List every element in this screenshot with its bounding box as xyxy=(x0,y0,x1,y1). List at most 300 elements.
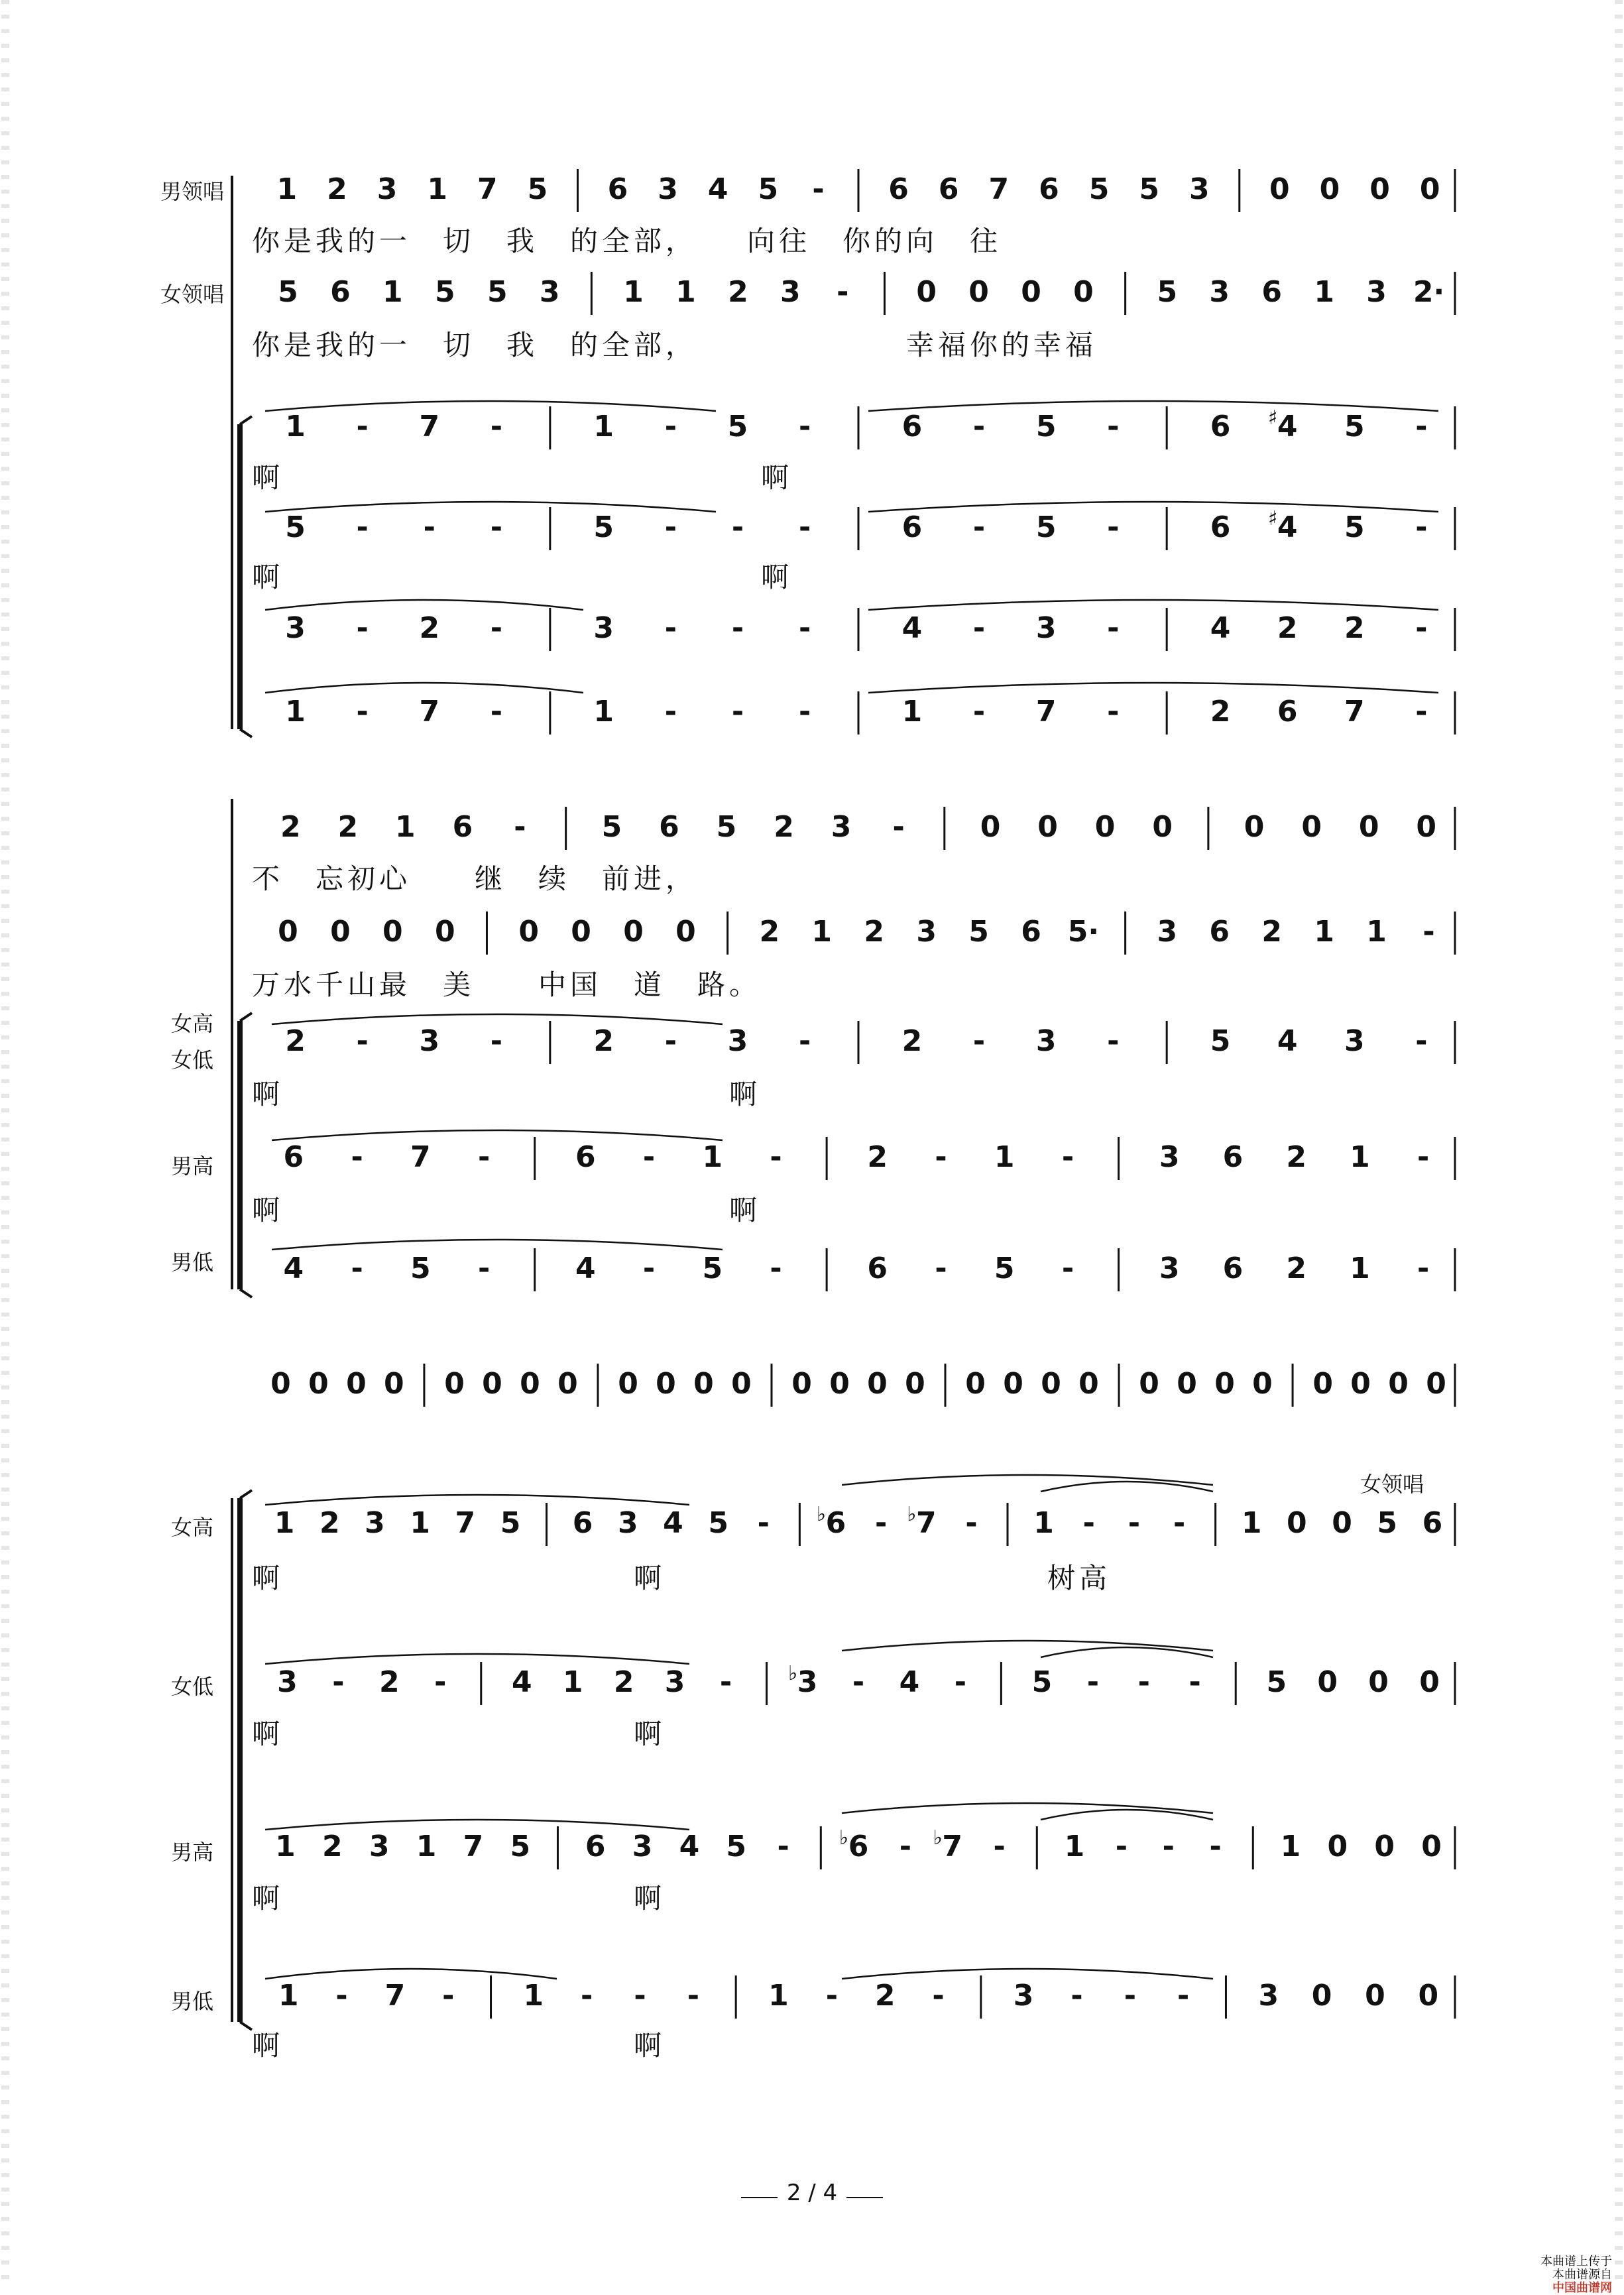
note: 0 xyxy=(1177,1367,1197,1401)
dash: - xyxy=(356,1024,369,1058)
note: 5 xyxy=(1344,510,1365,544)
slur xyxy=(868,600,1438,610)
dash: - xyxy=(581,1979,593,2013)
dash: - xyxy=(993,1830,1006,1863)
note: 5 xyxy=(727,410,748,443)
note: 1 xyxy=(593,695,614,729)
choir-bracket-cap xyxy=(240,729,252,737)
choir-bracket-cap xyxy=(240,1289,252,1297)
note: 1 xyxy=(523,1979,544,2013)
note: 7 xyxy=(463,1830,484,1863)
dash: - xyxy=(731,611,744,645)
note: 5 xyxy=(726,1830,747,1863)
note: 0 xyxy=(1319,172,1340,206)
note: 6 xyxy=(901,510,923,544)
slur xyxy=(265,600,583,610)
note: 0 xyxy=(520,1367,540,1401)
note: 0 xyxy=(1139,1367,1159,1401)
note: 2 xyxy=(285,1024,306,1058)
note: 4 xyxy=(663,1506,683,1540)
note: 6 xyxy=(1261,275,1282,309)
note: 6 xyxy=(283,1140,304,1174)
note: 2 xyxy=(867,1140,888,1174)
dash: - xyxy=(664,410,677,443)
note: 3 xyxy=(797,1665,818,1699)
dash: - xyxy=(1137,1665,1150,1699)
dash: - xyxy=(477,1252,491,1285)
note: 1 xyxy=(278,1979,299,2013)
lyric-line: 啊 啊 xyxy=(252,1882,666,1914)
dash: - xyxy=(972,410,986,443)
note: 0 xyxy=(270,1367,291,1401)
dash: - xyxy=(351,1252,363,1285)
dash: - xyxy=(1061,1252,1074,1285)
voice-label: 男高 xyxy=(170,1840,214,1865)
note: 0 xyxy=(346,1367,367,1401)
dash: - xyxy=(1107,695,1120,729)
note: 0 xyxy=(571,915,591,949)
choir-bracket-cap xyxy=(240,2022,252,2030)
note: 0 xyxy=(1418,1979,1439,2013)
note: 0 xyxy=(518,915,539,949)
note: 1 xyxy=(416,1830,437,1863)
note: 5 xyxy=(487,275,508,309)
note: 0 xyxy=(1419,172,1440,206)
dash: - xyxy=(874,1506,888,1540)
note: 4 xyxy=(1277,510,1298,544)
note: 0 xyxy=(1214,1367,1235,1401)
note: 5 xyxy=(1344,410,1365,443)
note: 4 xyxy=(1277,410,1298,443)
choir-bracket-cap xyxy=(240,1490,252,1498)
choir-bracket-cap xyxy=(240,1013,252,1021)
dash: - xyxy=(434,1665,447,1699)
voice-label: 女高 xyxy=(170,1515,214,1540)
note: 6 xyxy=(848,1830,869,1863)
dash: - xyxy=(1107,510,1120,544)
dash: - xyxy=(356,410,369,443)
dash: - xyxy=(514,810,526,844)
note: 6 xyxy=(330,275,351,309)
note: 1 xyxy=(994,1140,1015,1174)
note: 5 xyxy=(702,1252,723,1285)
note: 3 xyxy=(1366,275,1387,309)
dash: - xyxy=(1209,1830,1222,1863)
dash: - xyxy=(351,1140,363,1174)
note: 0 xyxy=(1332,1506,1352,1540)
note: 6 xyxy=(888,172,909,206)
note: 0 xyxy=(1078,1367,1099,1401)
note: 5 xyxy=(510,1830,531,1863)
note: 6 xyxy=(1210,510,1231,544)
dash: - xyxy=(1128,1506,1141,1540)
dash: - xyxy=(356,695,369,729)
note: 5 xyxy=(758,172,779,206)
accidental: ♭ xyxy=(816,1503,826,1526)
dash: - xyxy=(1173,1506,1186,1540)
note: 3 xyxy=(277,1665,298,1699)
dash: - xyxy=(490,510,503,544)
dash: - xyxy=(825,1979,838,2013)
accidental: ♯ xyxy=(1267,507,1278,530)
note: 3 xyxy=(617,1506,638,1540)
note: 7 xyxy=(455,1506,476,1540)
note: 2 xyxy=(419,611,440,645)
dash: - xyxy=(731,510,744,544)
note: 5 xyxy=(593,510,614,544)
note: 0 xyxy=(278,915,298,949)
note: 0 xyxy=(1244,810,1265,844)
dash: - xyxy=(1417,1140,1430,1174)
note: 0 xyxy=(1426,1367,1446,1401)
note: 2 xyxy=(319,1506,340,1540)
note: 1 xyxy=(275,1830,296,1863)
note: 1 xyxy=(276,172,298,206)
footer-credit xyxy=(1540,2255,1612,2294)
note: 6 xyxy=(901,410,923,443)
dash: - xyxy=(1415,1024,1428,1058)
voice-label: 女领唱 xyxy=(1360,1472,1424,1497)
note: 0 xyxy=(916,275,937,309)
note: 7 xyxy=(419,410,440,443)
note: 0 xyxy=(330,915,351,949)
dash: - xyxy=(687,1979,700,2013)
dash: - xyxy=(719,1665,732,1699)
dash: - xyxy=(892,810,905,844)
note: 4 xyxy=(511,1665,532,1699)
note: 6 xyxy=(659,810,679,844)
note: 2 xyxy=(774,810,794,844)
note: 0 xyxy=(382,915,403,949)
dash: - xyxy=(335,1979,348,2013)
note: 5 xyxy=(1031,1665,1053,1699)
note: 0 xyxy=(1327,1830,1348,1863)
note: 3 xyxy=(377,172,398,206)
note: 1 xyxy=(702,1140,723,1174)
note: 0 xyxy=(867,1367,888,1401)
note: 2 xyxy=(1277,611,1298,645)
dash: - xyxy=(356,510,369,544)
note: 2 xyxy=(1210,695,1231,729)
note: 1 xyxy=(382,275,403,309)
note: 7 xyxy=(410,1140,431,1174)
note: 3 xyxy=(1344,1024,1365,1058)
accidental: ♭ xyxy=(933,1826,943,1850)
note: 5 xyxy=(1139,172,1159,206)
note: 3 xyxy=(831,810,852,844)
note: 7 xyxy=(419,695,440,729)
dash: - xyxy=(852,1665,865,1699)
footer-line-3: 中国曲谱网 xyxy=(1552,2280,1612,2295)
voice-label: 男低 xyxy=(170,1989,214,2014)
note: 3 xyxy=(1035,611,1057,645)
dash: - xyxy=(1107,410,1120,443)
note: 3 xyxy=(539,275,560,309)
note: 2 xyxy=(1344,611,1365,645)
note: 0 xyxy=(1003,1367,1023,1401)
note: 6 xyxy=(1210,410,1231,443)
dash: - xyxy=(477,1140,491,1174)
note: 2 xyxy=(901,1024,923,1058)
note: 1 xyxy=(675,275,696,309)
note: 7 xyxy=(477,172,498,206)
note: 0 xyxy=(623,915,644,949)
note: 5 xyxy=(1377,1506,1398,1540)
note: 0 xyxy=(308,1367,329,1401)
note: 0 xyxy=(557,1367,578,1401)
note: 3 xyxy=(664,1665,685,1699)
note: 6 xyxy=(1021,915,1041,949)
dash: - xyxy=(490,1024,503,1058)
note: 0 xyxy=(1317,1665,1338,1699)
note: 0 xyxy=(1365,1979,1385,2013)
lyric-line: 啊 啊 xyxy=(252,1194,762,1226)
note: 1 xyxy=(395,810,416,844)
dash: - xyxy=(664,1024,677,1058)
note: 4 xyxy=(901,611,923,645)
dash: - xyxy=(798,1024,811,1058)
note: 6 xyxy=(452,810,473,844)
note: 0 xyxy=(1421,1830,1442,1863)
note: 3 xyxy=(1035,1024,1057,1058)
dash: - xyxy=(442,1979,455,2013)
note: 3 xyxy=(365,1506,385,1540)
note: 6 xyxy=(1222,1140,1244,1174)
note: 2 xyxy=(1286,1140,1306,1174)
footer-line-2: 本曲谱源自 xyxy=(1552,2267,1612,2282)
slur xyxy=(272,1130,723,1140)
voice-label: 男领唱 xyxy=(160,179,225,204)
note: 0 xyxy=(980,810,1001,844)
note: 1 xyxy=(562,1665,583,1699)
note: 0 xyxy=(384,1367,404,1401)
note: 4 xyxy=(679,1830,700,1863)
page-number xyxy=(0,2180,1624,2206)
lyric-line: 啊 啊 xyxy=(252,1718,666,1750)
dash: - xyxy=(664,510,677,544)
note: 0 xyxy=(693,1367,714,1401)
dash: - xyxy=(757,1506,770,1540)
note: 1 xyxy=(410,1506,430,1540)
dash: - xyxy=(1415,410,1428,443)
note: 2 xyxy=(1261,915,1282,949)
note: 5 xyxy=(716,810,737,844)
dash: - xyxy=(899,1830,911,1863)
note: 4 xyxy=(283,1252,304,1285)
note: 1 xyxy=(285,695,306,729)
note: 5 xyxy=(1210,1024,1231,1058)
note: 1 xyxy=(1064,1830,1085,1863)
note: 3 xyxy=(1189,172,1210,206)
note: 0 xyxy=(1021,275,1041,309)
note: 7 xyxy=(384,1979,406,2013)
accidental: ♭ xyxy=(839,1826,849,1850)
note: 2 xyxy=(378,1665,400,1699)
note: 5 xyxy=(968,915,989,949)
accidental: ♭ xyxy=(907,1503,917,1526)
note: 0 xyxy=(618,1367,638,1401)
page-number-text: 2 / 4 xyxy=(786,2180,838,2206)
note: 7 xyxy=(1035,695,1057,729)
dash: - xyxy=(664,611,677,645)
dash: - xyxy=(770,1252,782,1285)
note: 5 xyxy=(1266,1665,1287,1699)
dash: - xyxy=(642,1252,656,1285)
note: 0 xyxy=(1252,1367,1273,1401)
dash: - xyxy=(1107,611,1120,645)
dash: - xyxy=(634,1979,646,2013)
note: 6 xyxy=(607,172,628,206)
accidental: ♭ xyxy=(787,1662,798,1685)
dash: - xyxy=(770,1140,782,1174)
voice-label: 女高 xyxy=(170,1011,214,1036)
note: 0 xyxy=(482,1367,502,1401)
note: 2· xyxy=(1413,275,1445,309)
note: 1 xyxy=(1350,1252,1370,1285)
note: 5 xyxy=(278,275,298,309)
note: 5 xyxy=(1088,172,1110,206)
dash: - xyxy=(972,510,986,544)
note: 1 xyxy=(1280,1830,1301,1863)
note: 0 xyxy=(1152,810,1173,844)
dash: - xyxy=(356,611,369,645)
lyric-line: 万水千山最 美 中国 道 路。 xyxy=(252,969,762,1001)
dash: - xyxy=(798,510,811,544)
dash: - xyxy=(798,410,811,443)
note: 5 xyxy=(1157,275,1178,309)
note: 0 xyxy=(829,1367,850,1401)
note: 3 xyxy=(1209,275,1230,309)
dash: - xyxy=(972,695,986,729)
note: 6 xyxy=(938,172,959,206)
note: 5 xyxy=(435,275,455,309)
note: 1 xyxy=(427,172,448,206)
note: 2 xyxy=(759,915,780,949)
note: 4 xyxy=(1210,611,1231,645)
note: 0 xyxy=(1287,1506,1307,1540)
note: 3 xyxy=(727,1024,748,1058)
slur xyxy=(265,1969,557,1979)
note: 0 xyxy=(1301,810,1322,844)
dash: - xyxy=(332,1665,345,1699)
note: 1 xyxy=(1314,275,1334,309)
note: 1 xyxy=(768,1979,789,2013)
note: 6 xyxy=(1209,915,1230,949)
note: 5 xyxy=(410,1252,431,1285)
note: 0 xyxy=(435,915,455,949)
note: 2 xyxy=(864,915,884,949)
dash: - xyxy=(1177,1979,1190,2013)
note: 1 xyxy=(623,275,644,309)
dash: - xyxy=(798,695,811,729)
dash: - xyxy=(954,1665,966,1699)
dash: - xyxy=(1162,1830,1175,1863)
note: 4 xyxy=(707,172,728,206)
dash: - xyxy=(1124,1979,1136,2013)
note: 0 xyxy=(1094,810,1116,844)
note: 2 xyxy=(280,810,301,844)
note: 0 xyxy=(1374,1830,1395,1863)
lyric-line: 啊 啊 xyxy=(252,561,793,593)
note: 5 xyxy=(708,1506,728,1540)
accidental: ♯ xyxy=(1267,406,1278,430)
slur xyxy=(272,1240,723,1250)
voice-label: 女低 xyxy=(170,1674,214,1699)
note: 5 xyxy=(527,172,548,206)
slur xyxy=(868,683,1438,693)
note: 0 xyxy=(1416,810,1437,844)
choir-bracket-cap xyxy=(240,416,252,424)
note: 7 xyxy=(942,1830,963,1863)
note: 1 xyxy=(1314,915,1334,949)
note: 3 xyxy=(285,611,306,645)
dash: - xyxy=(935,1140,947,1174)
slur xyxy=(265,1820,689,1830)
note: 2 xyxy=(728,275,748,309)
note: 0 xyxy=(1419,1665,1440,1699)
voice-label: 女领唱 xyxy=(160,282,225,307)
note: 0 xyxy=(656,1367,676,1401)
voice-label: 男高 xyxy=(170,1153,214,1179)
note: 6 xyxy=(825,1506,846,1540)
note: 0 xyxy=(1269,172,1290,206)
note: 5 xyxy=(1035,510,1057,544)
note: 0 xyxy=(1368,1665,1389,1699)
note: 6 xyxy=(585,1830,606,1863)
note: 0 xyxy=(444,1367,465,1401)
note: 3 xyxy=(1258,1979,1279,2013)
note: 0 xyxy=(1073,275,1094,309)
dash: - xyxy=(1082,1506,1095,1540)
dash: - xyxy=(731,695,744,729)
note: 7 xyxy=(988,172,1010,206)
note: 2 xyxy=(1286,1252,1306,1285)
note: 6 xyxy=(575,1140,596,1174)
note: 7 xyxy=(915,1506,937,1540)
dash: - xyxy=(932,1979,945,2013)
note: 3 xyxy=(1159,1140,1180,1174)
note: 2 xyxy=(613,1665,634,1699)
lyric-line: 啊 啊 树高 xyxy=(252,1562,1112,1594)
note: 3 xyxy=(658,172,678,206)
note: 0 xyxy=(1358,810,1379,844)
note: 0 xyxy=(791,1367,812,1401)
dash: - xyxy=(1086,1665,1099,1699)
dash: - xyxy=(935,1252,947,1285)
slur xyxy=(265,683,583,693)
dash: - xyxy=(798,611,811,645)
note: 0 xyxy=(1041,1367,1061,1401)
note: 3 xyxy=(916,915,937,949)
note: 4 xyxy=(899,1665,920,1699)
note: 5 xyxy=(500,1506,521,1540)
note: 2 xyxy=(337,810,359,844)
dash: - xyxy=(1415,510,1428,544)
note: 6 xyxy=(572,1506,593,1540)
dash: - xyxy=(837,275,849,309)
dash: - xyxy=(972,611,986,645)
note: 7 xyxy=(1344,695,1365,729)
dash: - xyxy=(642,1140,656,1174)
note: 3 xyxy=(632,1830,653,1863)
note: 6 xyxy=(1422,1506,1443,1540)
slur xyxy=(272,1014,723,1024)
slur xyxy=(265,1654,689,1664)
note: 5 xyxy=(1035,410,1057,443)
note: 0 xyxy=(675,915,696,949)
dash: - xyxy=(1107,1024,1120,1058)
dash: - xyxy=(490,611,503,645)
